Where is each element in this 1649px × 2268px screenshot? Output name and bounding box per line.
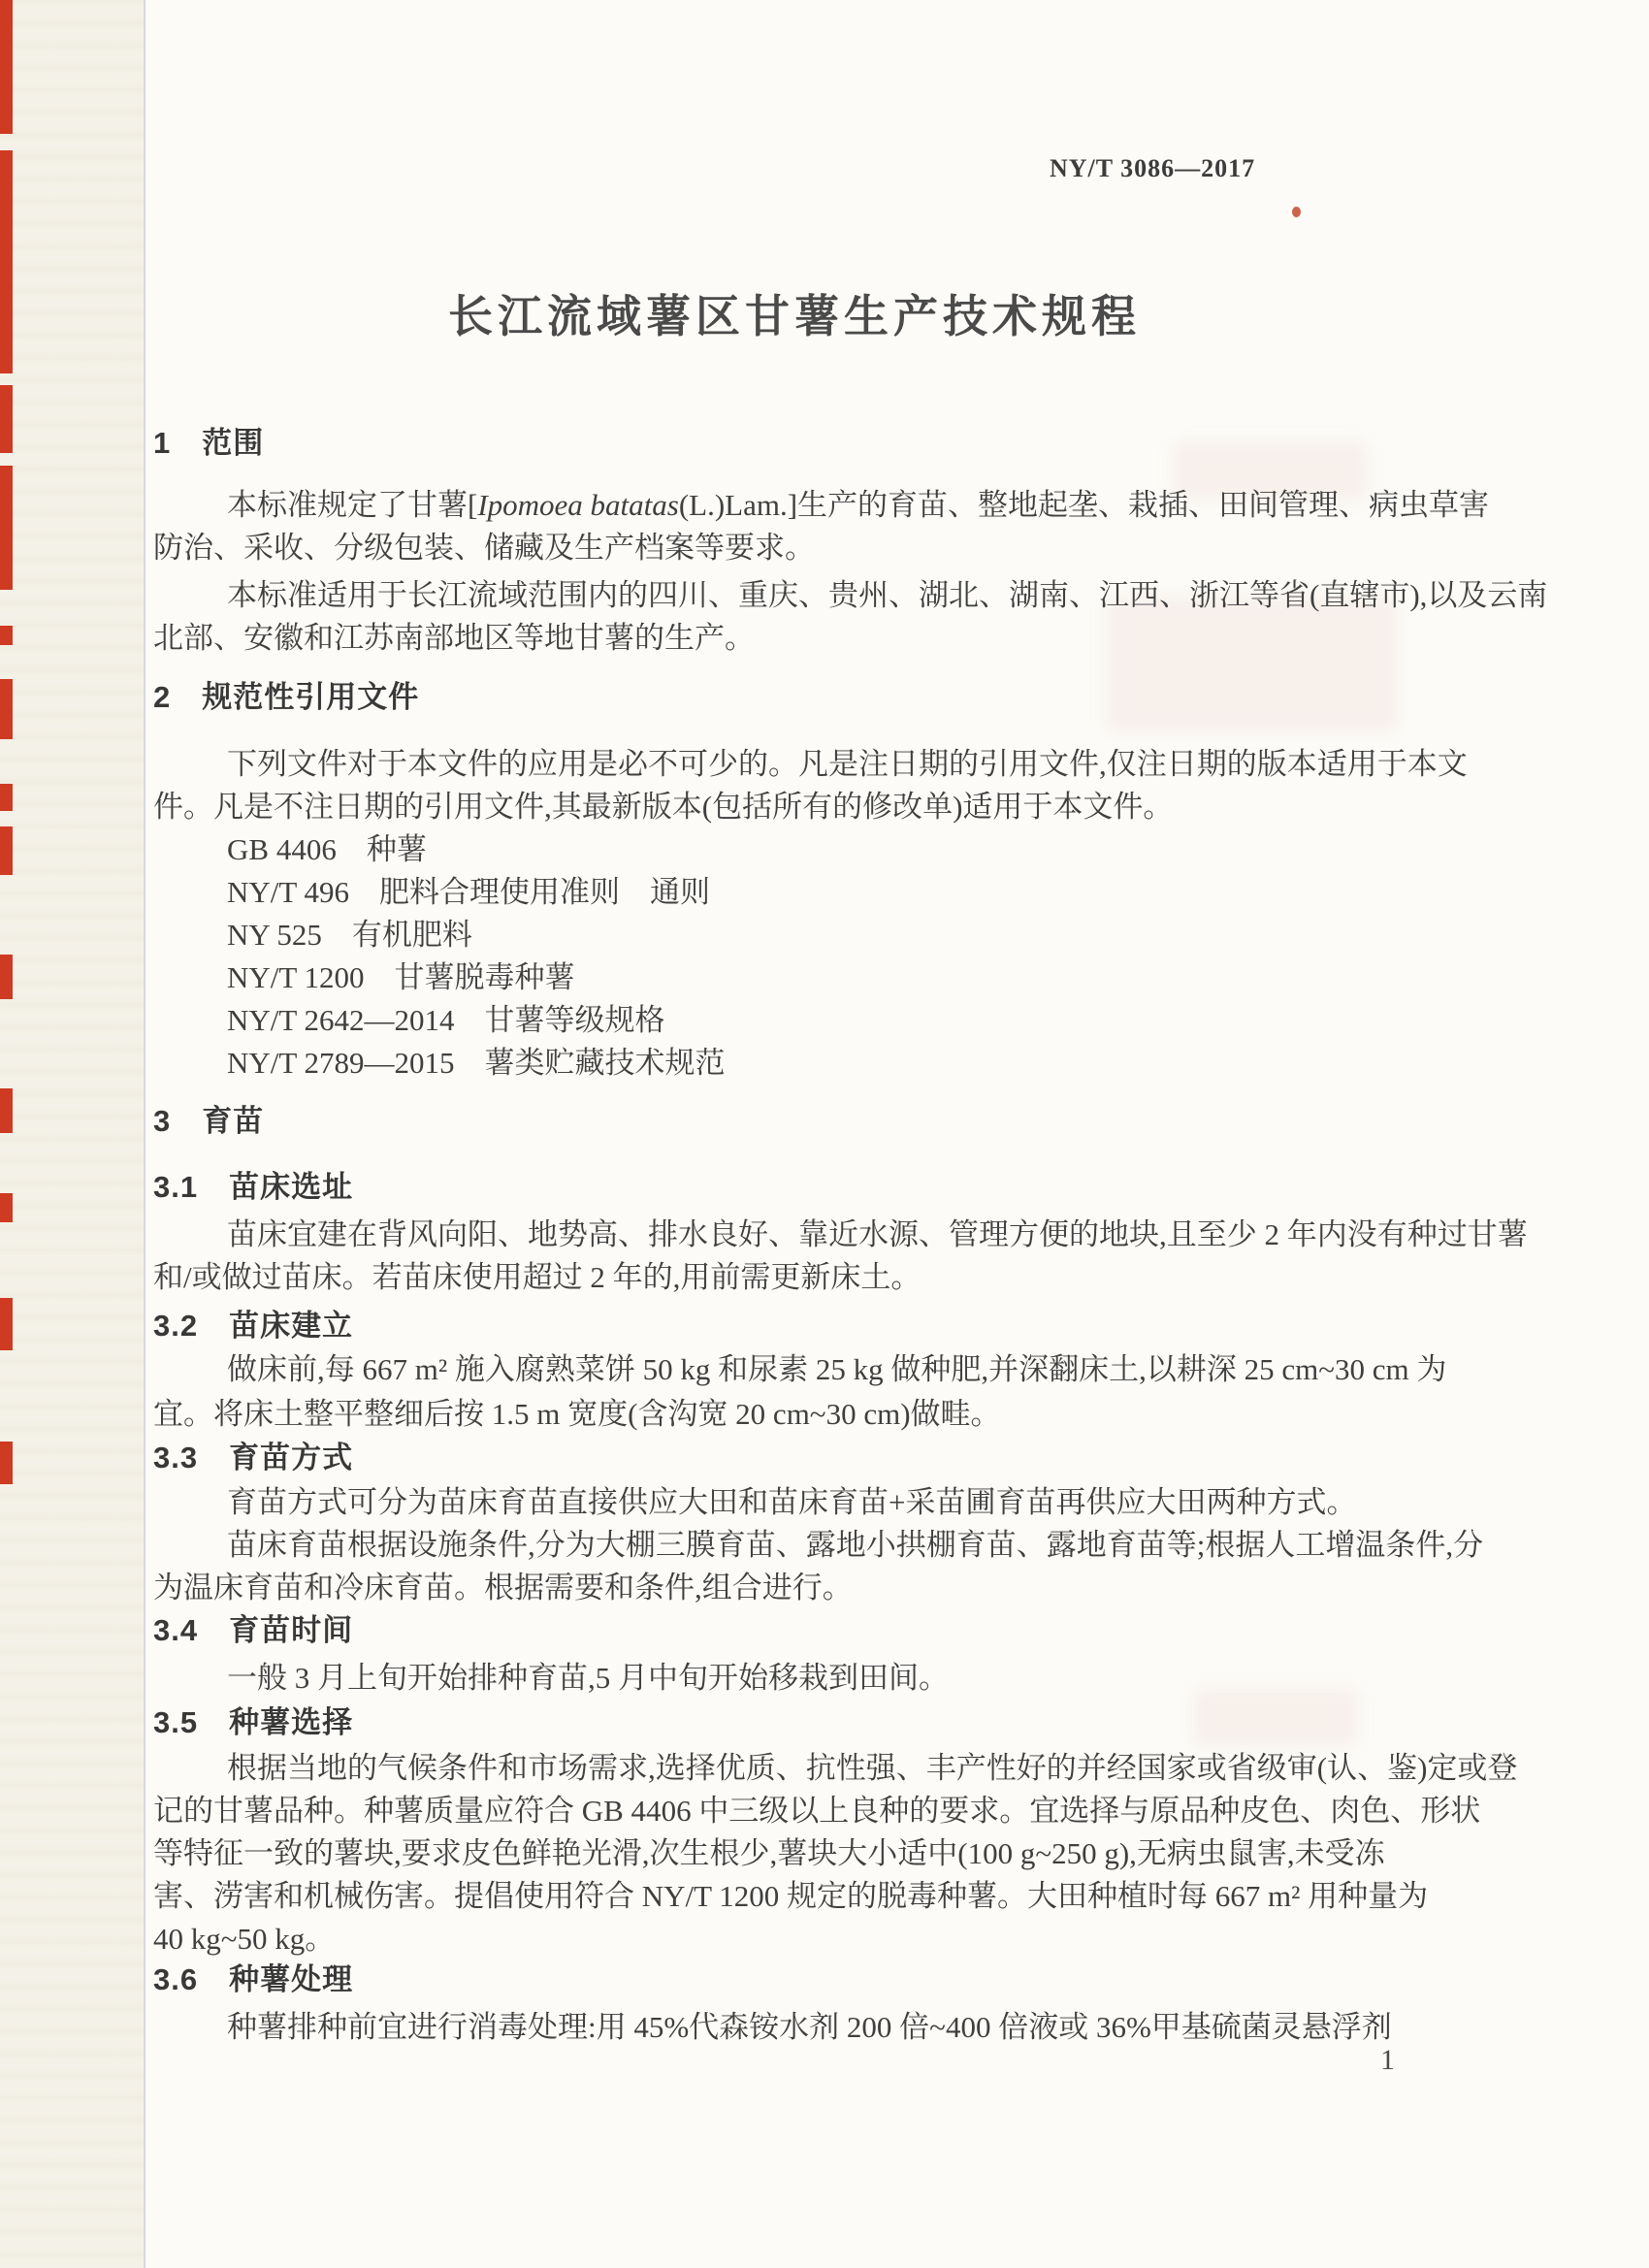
text-line: 和/或做过苗床。若苗床使用超过 2 年的,用前需更新床土。 [153,1260,922,1294]
text-segment: (L.)Lam.]生产的育苗、整地起垄、栽插、田间管理、病虫草害 [678,488,1490,522]
paragraph-scope-2 [153,574,1548,660]
section-number: 3.2 [153,1309,199,1343]
red-speck [1292,207,1301,217]
scan-edge-strip [0,0,146,2268]
text-line: 防治、采收、分级包装、储藏及生产档案等要求。 [153,531,815,565]
reference-item: NY/T 2642—2014 甘薯等级规格 [227,1003,665,1037]
scan-edge-red-mark [0,1193,13,1222]
section-heading-1 [153,424,264,463]
text-line: 根据当地的气候条件和市场需求,选择优质、抗性强、丰产性好的并经国家或省级审(认、鉴)定或登 [227,1751,1518,1785]
scan-edge-red-mark [0,1298,13,1350]
text-line: 育苗方式可分为苗床育苗直接供应大田和苗床育苗+采苗圃育苗再供应大田两种方式。 [227,1485,1357,1519]
text-line: 件。凡是不注日期的引用文件,其最新版本(包括所有的修改单)适用于本文件。 [153,790,1174,824]
section-label: 规范性引用文件 [202,680,420,714]
paragraph-normative-refs [153,743,1494,1085]
paragraph-3-6 [153,2006,1494,2049]
reference-item: NY/T 1200 甘薯脱毒种薯 [227,960,575,994]
scan-edge-red-mark [0,784,13,811]
text-line: 等特征一致的薯块,要求皮色鲜艳光滑,次生根少,薯块大小适中(100 g~250 g),无病虫鼠害,未受冻 [153,1836,1385,1870]
section-number: 2 [153,680,172,714]
section-label: 育苗方式 [229,1441,354,1474]
document-title: 长江流域薯区甘薯生产技术规程 [448,291,1141,341]
scan-edge-red-mark [0,1088,13,1133]
scan-edge-red-mark [0,150,13,373]
text-line: 害、涝害和机械伤害。提倡使用符合 NY/T 1200 规定的脱毒种薯。大田种植时每 667 m² 用种量为 [153,1879,1429,1913]
text-line [153,484,1494,527]
section-heading-3-1 [153,1168,353,1207]
paragraph-3-5 [153,1747,1518,1960]
section-number: 3.3 [153,1441,199,1474]
text-line: 下列文件对于本文件的应用是必不可少的。凡是注日期的引用文件,仅注日期的版本适用于本文 [227,747,1468,781]
section-label: 苗床选址 [229,1170,354,1204]
section-label: 种薯选择 [229,1705,354,1739]
section-heading-3 [153,1102,264,1141]
paragraph-3-2 [153,1347,1494,1437]
scan-edge-red-mark [0,826,13,875]
section-heading-3-4 [153,1611,353,1650]
scan-edge-red-mark [0,466,13,590]
standard-number: NY/T 3086—2017 [1050,154,1256,182]
text-line: 种薯排种前宜进行消毒处理:用 45%代森铵水剂 200 倍~400 倍液或 36%甲基硫菌灵悬浮剂 [227,2010,1392,2044]
text-line: 40 kg~50 kg。 [153,1922,336,1956]
page-number: 1 [1380,2044,1395,2076]
text-line: 为温床育苗和冷床育苗。根据需要和条件,组合进行。 [153,1571,853,1604]
text-line: 一般 3 月上旬开始排种育苗,5 月中旬开始移栽到田间。 [227,1661,949,1695]
text-line: 宜。将床土整平整细后按 1.5 m 宽度(含沟宽 20 cm~30 cm)做畦。 [153,1397,1001,1431]
section-heading-3-3 [153,1439,353,1477]
section-label: 育苗 [202,1104,265,1138]
section-number: 1 [153,426,172,460]
text-line: 北部、安徽和江苏南部地区等地甘薯的生产。 [153,621,755,655]
text-line: 苗床宜建在背风向阳、地势高、排水良好、靠近水源、管理方便的地块,且至少 2 年内没有种过甘薯 [227,1217,1528,1251]
section-label: 苗床建立 [229,1309,354,1343]
section-label: 范围 [202,426,265,460]
paragraph-3-1 [153,1214,1528,1299]
scan-edge-red-mark [0,0,13,134]
text-line: 本标准适用于长江流域范围内的四川、重庆、贵州、湖北、湖南、江西、浙江等省(直辖市),以及云南 [227,578,1548,612]
scan-edge-red-mark [0,1442,13,1484]
scan-edge-red-mark [0,679,13,739]
text-line: 做床前,每 667 m² 施入腐熟菜饼 50 kg 和尿素 25 kg 做种肥,并深翻床土,以耕深 25 cm~30 cm 为 [227,1352,1447,1386]
section-heading-2 [153,678,419,717]
section-number: 3.6 [153,1962,199,1996]
reference-item: GB 4406 种薯 [227,832,427,866]
section-heading-3-2 [153,1307,353,1345]
section-heading-3-6 [153,1960,353,1999]
scan-edge-red-mark [0,626,13,645]
section-label: 种薯处理 [229,1962,354,1996]
reference-item: NY 525 有机肥料 [227,918,472,952]
paragraph-3-3 [153,1481,1494,1609]
text-segment: 本标准规定了甘薯[ [227,488,478,522]
scan-edge-red-mark [0,955,13,999]
reference-item: NY/T 2789—2015 薯类贮藏技术规范 [227,1046,726,1080]
section-number: 3.4 [153,1613,199,1647]
section-number: 3 [153,1104,172,1138]
section-number: 3.5 [153,1705,199,1739]
text-line: 记的甘薯品种。种薯质量应符合 GB 4406 中三级以上良种的要求。宜选择与原品种皮色、肉色、形状 [153,1794,1481,1828]
latin-species-name: Ipomoea batatas [477,488,679,522]
paragraph-3-4 [153,1657,1494,1700]
section-number: 3.1 [153,1170,199,1204]
page-fold-line [144,0,146,2268]
text-line: 苗床育苗根据设施条件,分为大棚三膜育苗、露地小拱棚育苗、露地育苗等;根据人工增温条件,分 [227,1528,1484,1562]
section-heading-3-5 [153,1703,353,1742]
reference-item: NY/T 496 肥料合理使用准则 通则 [227,875,711,909]
scan-edge-red-mark [0,385,13,453]
paragraph-scope-1 [153,484,1494,569]
section-label: 育苗时间 [229,1613,354,1647]
